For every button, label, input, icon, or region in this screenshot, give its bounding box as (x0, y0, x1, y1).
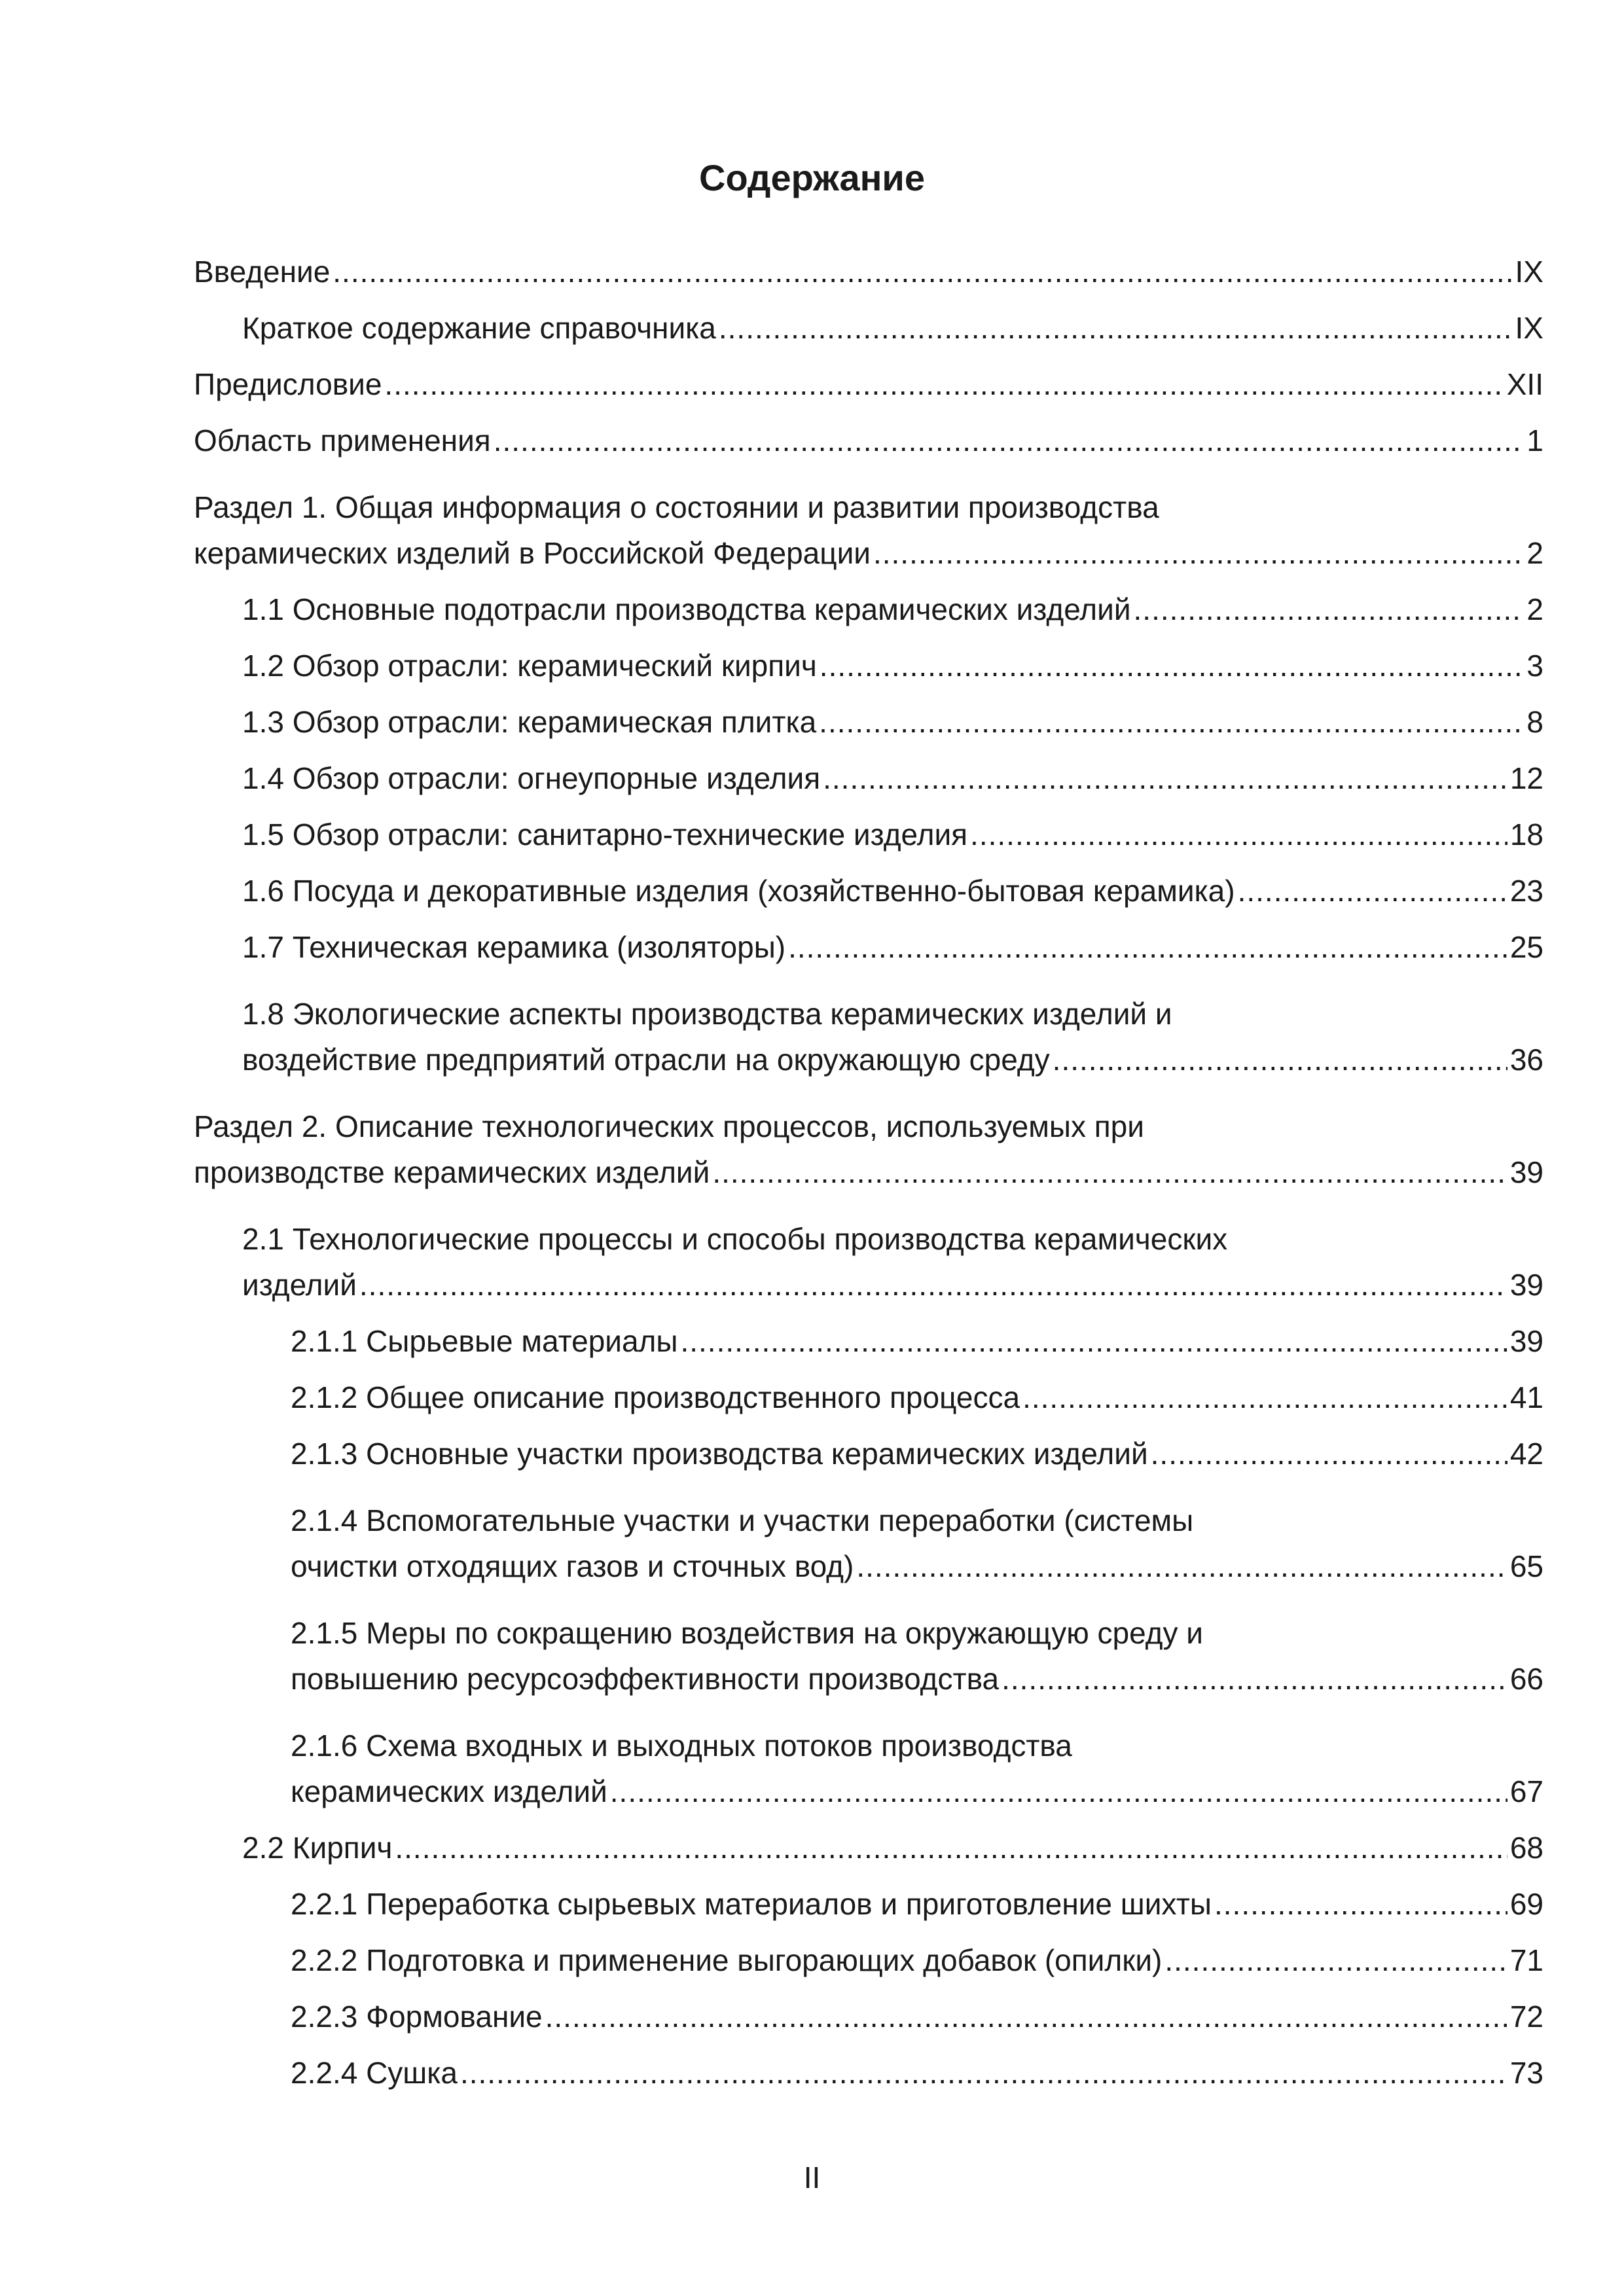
toc-entry-line (242, 1830, 1543, 1886)
toc-entry-text: 1.5 Обзор отрасли: санитарно-технические изделия (242, 817, 968, 852)
toc-page-number: 73 (1509, 2056, 1543, 2090)
toc-entry-line (194, 254, 1543, 310)
toc-entry-text: 2.2 Кирпич (242, 1831, 393, 1865)
toc-page-number: 3 (1526, 649, 1543, 683)
dot-leader (359, 1267, 1507, 1302)
toc-entry-line (242, 310, 1543, 367)
toc-entry-line (291, 1323, 1543, 1380)
toc-entry-text: Введение (194, 255, 331, 289)
toc-entry-text: Область применения (194, 423, 491, 457)
dot-leader (494, 423, 1525, 458)
toc-entry-text: повышению ресурсоэффективности производства (291, 1662, 1000, 1696)
toc-entry-text: очистки отходящих газов и сточных вод) (291, 1549, 854, 1583)
toc-page-number: 2 (1526, 536, 1543, 570)
toc-page-number: 71 (1509, 1943, 1543, 1977)
toc-entry-text: Раздел 2. Описание технологических процессов, используемых при (194, 1109, 1144, 1143)
dot-leader (545, 1999, 1507, 2034)
toc-page-number: 39 (1509, 1155, 1543, 1189)
dot-leader (460, 2055, 1507, 2090)
toc-page-number: 39 (1509, 1324, 1543, 1358)
toc-page-number: 18 (1509, 817, 1543, 852)
toc-entry-text: 2.1 Технологические процессы и способы производства керамических (242, 1222, 1228, 1256)
toc-entry-text: 2.1.1 Сырьевые материалы (291, 1324, 678, 1358)
toc-entry[interactable] (194, 479, 1543, 592)
toc-entry-text: 2.1.4 Вспомогательные участки и участки переработки (системы (291, 1503, 1194, 1537)
dot-leader (1001, 1661, 1507, 1696)
toc-page-number: 42 (1509, 1437, 1543, 1471)
toc-entry[interactable] (194, 254, 1543, 310)
toc-entry-text: Раздел 1. Общая информация о состоянии и развитии производства (194, 490, 1159, 524)
toc-entry-text: 2.1.2 Общее описание производственного процесса (291, 1380, 1020, 1414)
dot-leader (970, 817, 1507, 852)
page-title: Содержание (699, 157, 925, 198)
page-number: II (803, 2161, 821, 2195)
toc-entry[interactable] (194, 1717, 1543, 1830)
toc-page-number: 41 (1509, 1380, 1543, 1414)
toc-entry-line (291, 1605, 1543, 1661)
toc-entry-text: 1.2 Обзор отрасли: керамический кирпич (242, 649, 817, 683)
toc-entry-line (242, 704, 1543, 761)
toc-entry-text: 1.8 Экологические аспекты производства керамических изделий и (242, 997, 1172, 1031)
dot-leader (680, 1323, 1507, 1359)
toc-entry[interactable] (194, 1886, 1543, 1943)
toc-entry-text: керамических изделий (291, 1774, 607, 1808)
dot-leader (819, 704, 1524, 740)
toc-entry-text: производстве керамических изделий (194, 1155, 710, 1189)
toc-entry-text: изделий (242, 1268, 357, 1302)
toc-entry-text: 1.7 Техническая керамика (изоляторы) (242, 930, 786, 964)
toc-entry-line (242, 929, 1543, 986)
toc-entry[interactable] (194, 592, 1543, 648)
toc-entry-line (194, 367, 1543, 423)
toc-entry-text: 1.3 Обзор отрасли: керамическая плитка (242, 705, 817, 739)
toc-entry[interactable] (194, 873, 1543, 929)
toc-entry-line (291, 1492, 1543, 1549)
toc-entry-line (194, 1155, 1543, 1211)
toc-entry-text: Предисловие (194, 367, 382, 401)
toc-entry[interactable] (194, 1098, 1543, 1211)
dot-leader (610, 1774, 1507, 1809)
toc-entry[interactable] (194, 1999, 1543, 2055)
toc-page-number: 69 (1509, 1887, 1543, 1921)
toc-entry-text: 1.4 Обзор отрасли: огнеупорные изделия (242, 761, 821, 795)
toc-entry-line (194, 423, 1543, 479)
toc-entry[interactable] (194, 1492, 1543, 1605)
toc-entry-text: воздействие предприятий отрасли на окружающую среду (242, 1043, 1050, 1077)
toc-page-number: 25 (1509, 930, 1543, 964)
toc-entry[interactable] (194, 423, 1543, 479)
toc-entry-line (291, 1999, 1543, 2055)
toc-entry-line (242, 1042, 1543, 1098)
toc-entry-text: 2.1.6 Схема входных и выходных потоков производства (291, 1729, 1072, 1763)
toc-entry[interactable] (194, 1323, 1543, 1380)
toc-entry[interactable] (194, 1943, 1543, 1999)
toc-entry-line (291, 1436, 1543, 1492)
toc-entry[interactable] (194, 929, 1543, 986)
toc-page-number: 72 (1509, 2000, 1543, 2034)
toc-entry-line (242, 1267, 1543, 1323)
toc-entry-text: 2.2.3 Формование (291, 2000, 543, 2034)
toc-entry[interactable] (194, 986, 1543, 1098)
toc-page-number: IX (1515, 311, 1543, 345)
toc-entry-line (291, 1886, 1543, 1943)
dot-leader (1053, 1042, 1507, 1077)
dot-leader (1164, 1943, 1507, 1978)
toc-page-number: 12 (1509, 761, 1543, 795)
dot-leader (820, 648, 1525, 683)
toc-entry-line (242, 592, 1543, 648)
toc-entry-text: Краткое содержание справочника (242, 311, 716, 345)
table-of-contents (194, 254, 1543, 2111)
toc-entry-text: 2.1.5 Меры по сокращению воздействия на окружающую среду и (291, 1616, 1203, 1650)
toc-entry-text: 2.1.3 Основные участки производства керамических изделий (291, 1437, 1148, 1471)
toc-entry-line (291, 1380, 1543, 1436)
toc-entry[interactable] (194, 1605, 1543, 1717)
toc-entry[interactable] (194, 310, 1543, 367)
toc-entry-text: 2.2.2 Подготовка и применение выгорающих добавок (опилки) (291, 1943, 1163, 1977)
toc-entry[interactable] (194, 1211, 1543, 1323)
toc-entry-line (242, 817, 1543, 873)
toc-entry-line (291, 2055, 1543, 2111)
toc-entry-line (242, 648, 1543, 704)
dot-leader (1151, 1436, 1507, 1471)
dot-leader (719, 310, 1513, 346)
toc-entry-text: керамических изделий в Российской Федерации (194, 536, 871, 570)
dot-leader (1214, 1886, 1507, 1922)
toc-entry-text: 1.6 Посуда и декоративные изделия (хозяйственно-бытовая керамика) (242, 874, 1235, 908)
toc-page-number: 23 (1509, 874, 1543, 908)
toc-page-number: 36 (1509, 1043, 1543, 1077)
toc-entry[interactable] (194, 761, 1543, 817)
dot-leader (1022, 1380, 1507, 1415)
toc-page-number: 39 (1509, 1268, 1543, 1302)
toc-entry[interactable] (194, 1380, 1543, 1436)
toc-entry[interactable] (194, 1830, 1543, 1886)
dot-leader (1134, 592, 1525, 627)
toc-page-number: IX (1515, 255, 1543, 289)
toc-entry-line (194, 1098, 1543, 1155)
dot-leader (1238, 873, 1507, 908)
toc-page-number: 67 (1509, 1774, 1543, 1808)
toc-entry-text: 2.2.4 Сушка (291, 2056, 458, 2090)
dot-leader (712, 1155, 1507, 1190)
dot-leader (384, 367, 1504, 402)
toc-entry-line (291, 1943, 1543, 1999)
dot-leader (873, 535, 1524, 571)
toc-entry-line (291, 1549, 1543, 1605)
toc-entry-line (242, 986, 1543, 1042)
toc-entry[interactable] (194, 817, 1543, 873)
toc-entry-line (242, 1211, 1543, 1267)
dot-leader (856, 1549, 1507, 1584)
toc-page-number: 68 (1509, 1831, 1543, 1865)
toc-page-number: XII (1506, 367, 1543, 401)
toc-page-number: 1 (1526, 423, 1543, 457)
toc-entry-line (194, 535, 1543, 592)
dot-leader (788, 929, 1507, 965)
toc-entry-line (242, 873, 1543, 929)
toc-entry-line (242, 761, 1543, 817)
toc-entry[interactable] (194, 1436, 1543, 1492)
toc-entry-line (194, 479, 1543, 535)
toc-entry[interactable] (194, 648, 1543, 704)
dot-leader (395, 1830, 1507, 1865)
toc-entry[interactable] (194, 2055, 1543, 2111)
toc-entry-line (291, 1774, 1543, 1830)
toc-entry-line (291, 1717, 1543, 1774)
toc-entry-text: 1.1 Основные подотрасли производства керамических изделий (242, 592, 1131, 626)
toc-entry[interactable] (194, 704, 1543, 761)
toc-entry-text: 2.2.1 Переработка сырьевых материалов и приготовление шихты (291, 1887, 1212, 1921)
dot-leader (823, 761, 1507, 796)
toc-page-number: 2 (1526, 592, 1543, 626)
toc-page-number: 8 (1526, 705, 1543, 739)
toc-page-number: 66 (1509, 1662, 1543, 1696)
toc-entry-line (291, 1661, 1543, 1717)
toc-page-number: 65 (1509, 1549, 1543, 1583)
dot-leader (333, 254, 1512, 289)
toc-entry[interactable] (194, 367, 1543, 423)
